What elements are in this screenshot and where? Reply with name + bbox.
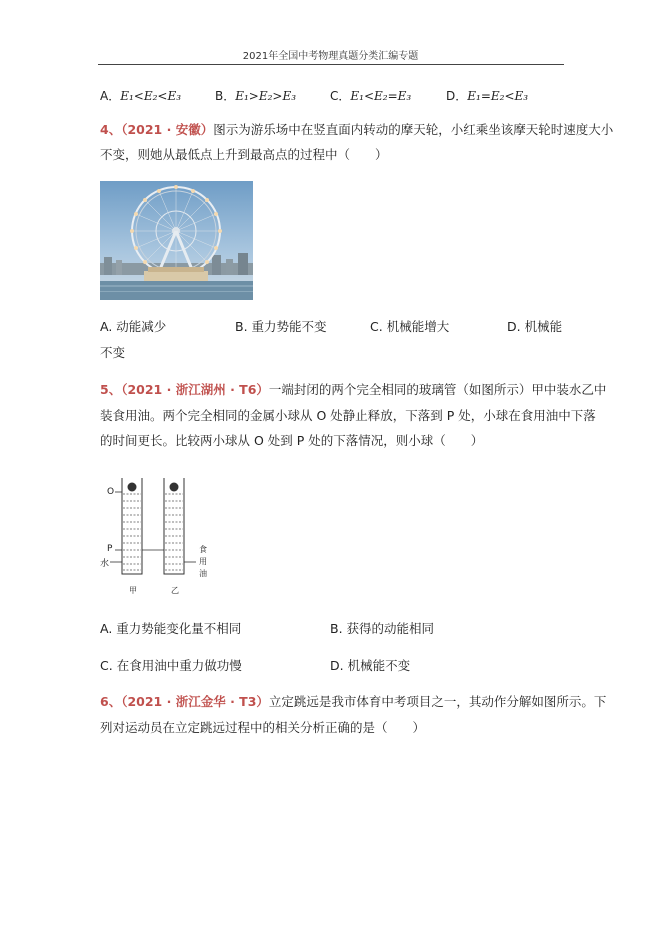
- q5-option-a: A. 重力势能变化量不相同: [100, 621, 242, 636]
- q5-option-b: B. 获得的动能相同: [330, 621, 435, 636]
- header-divider: [98, 64, 564, 65]
- label-jia: 甲: [129, 586, 137, 595]
- q3-option-b: B．E₁>E₂>E₃: [215, 89, 297, 103]
- q5-line1: 5、（2021 · 浙江湖州 · T6）一端封闭的两个完全相同的玻璃管（如图所示）甲中装水乙中: [100, 382, 607, 397]
- q5-line3: 的时间更长。比较两小球从 O 处到 P 处的下落情况，则小球（ ）: [100, 433, 484, 448]
- q4-option-d: D. 机械能: [507, 319, 563, 334]
- label-p: P: [107, 544, 113, 554]
- label-oil-3: 油: [199, 569, 207, 578]
- q4-option-d-wrap: 不变: [100, 345, 126, 360]
- q3-option-a: A．E₁<E₂<E₃: [100, 89, 182, 103]
- q3-option-c: C．E₁<E₂=E₃: [330, 89, 412, 103]
- question-source: （2021 · 安徽）: [121, 122, 214, 137]
- label-oil-1: 食: [199, 545, 207, 554]
- q5-option-c: C. 在食用油中重力做功慢: [100, 658, 242, 673]
- label-oil-2: 用: [199, 557, 207, 566]
- tube-figure: [100, 470, 220, 600]
- q5-line2: 装食用油。两个完全相同的金属小球从 O 处静止释放，下落到 P 处，小球在食用油中下落: [100, 408, 596, 423]
- question-number: 4: [100, 122, 109, 137]
- page-header: 2021年全国中考物理真题分类汇编专题: [242, 51, 419, 62]
- q6-line1: 6、（2021 · 浙江金华 · T3）立定跳远是我市体育中考项目之一，其动作分解如图所示。下: [100, 694, 607, 709]
- q4-option-c: C. 机械能增大: [370, 319, 450, 334]
- q6-line2: 列对运动员在立定跳远过程中的相关分析正确的是（ ）: [100, 720, 426, 735]
- question-number: 5: [100, 382, 109, 397]
- label-o: O: [107, 487, 115, 497]
- q4-option-a: A. 动能减少: [100, 319, 167, 334]
- q4-line1: 4、（2021 · 安徽）图示为游乐场中在竖直面内转动的摩天轮，小红乘坐该摩天轮时速度大小: [100, 122, 614, 137]
- question-source: （2021 · 浙江金华 · T3）: [121, 694, 269, 709]
- question-number: 6: [100, 694, 109, 709]
- q4-line2: 不变，则她从最低点上升到最高点的过程中（ ）: [100, 147, 388, 162]
- label-water: 水: [100, 559, 110, 569]
- label-yi: 乙: [171, 586, 179, 595]
- question-source: （2021 · 浙江湖州 · T6）: [121, 382, 269, 397]
- q4-option-b: B. 重力势能不变: [235, 319, 327, 334]
- q5-option-d: D. 机械能不变: [330, 658, 411, 673]
- q3-option-d: D．E₁=E₂<E₃: [446, 89, 529, 103]
- ferris-wheel-photo: [100, 181, 253, 300]
